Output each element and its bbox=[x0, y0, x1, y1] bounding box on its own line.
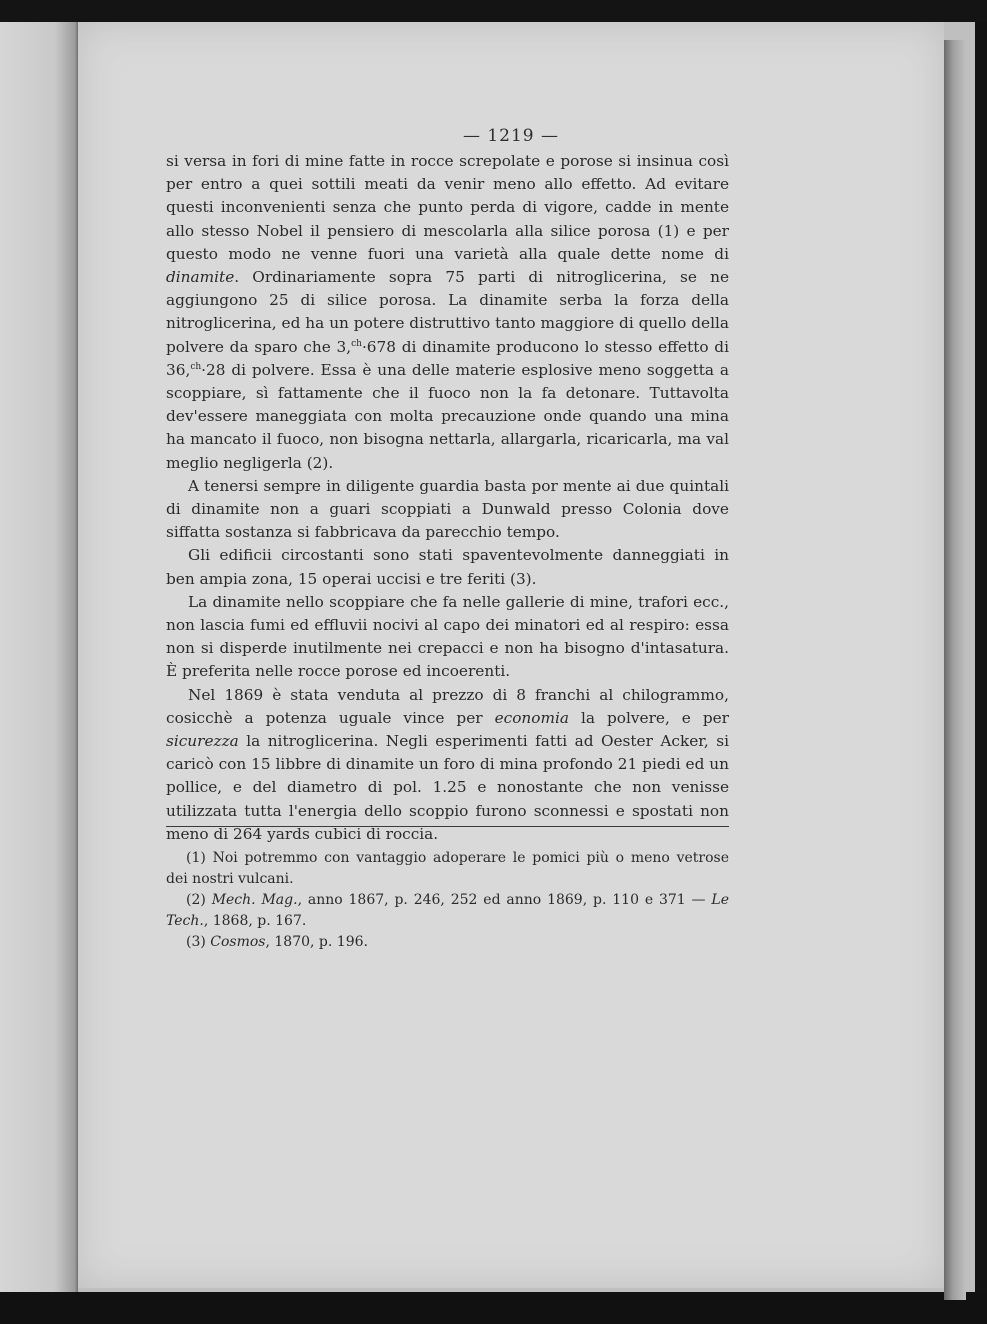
superscript-ch: ch bbox=[351, 338, 362, 349]
emphasis-sicurezza: sicurezza bbox=[166, 732, 239, 751]
superscript-ch: ch bbox=[190, 361, 202, 372]
emphasis-dinamite: dinamite bbox=[166, 268, 235, 287]
scan-bottom-border bbox=[0, 1292, 987, 1324]
page-right-edge bbox=[944, 40, 966, 1300]
footnote-1: (1) Noi potremmo con vantaggio adoperare le pomici più o meno vetrose dei nostri vulcani. bbox=[166, 850, 729, 887]
citation-title: Cosmos bbox=[210, 934, 266, 950]
paragraph-1: si versa in fori di mine fatte in rocce screpolate e porose si insinua così per entro a quei sottili meati da venir meno allo effetto. Ad evitare questi inconvenienti senza che punto perda di vigore, cadde in mente allo stesso Nobel il pensiero di mescolarla alla silice porosa (1) e per questo modo ne venne fuori una varietà alla quale dette nome di dinamite. Ordinariamente sopra 75 parti di nitroglicerina, se ne aggiungono 25 di silice porosa. La dinamite serba la forza della nitroglicerina, ed ha un potere distruttivo tanto maggiore di quello della polvere da sparo che 3,$^{ch}$·678 di dinamite producono lo stesso effetto di 36,$^{ch}$·28 di polvere. Essa è una delle materie esplosive meno soggetta a scoppiare, sì fattamente che il fuoco non la fa detonare. Tuttavolta dev'essere maneggiata con molta precauzione onde quando una mina ha mancato il fuoco, non bisogna nettarla, allargarla, ricaricarla, ma val meglio negligerla (2). bbox=[166, 152, 729, 472]
citation-title: Le Tech. bbox=[166, 892, 729, 929]
citation-title: Mech. Mag. bbox=[211, 892, 298, 908]
paragraph-4: La dinamite nello scoppiare che fa nelle gallerie di mine, trafori ecc., non lascia fumi ed effluvii nocivi al capo dei minatori ed al respiro: essa non si disperde inutilmente nei crepacci e non ha bisogno d'intasatura. È preferita nelle rocce porose ed incoerenti. bbox=[166, 592, 729, 681]
book-page bbox=[78, 22, 944, 1288]
page-number: — 1219 — bbox=[462, 126, 560, 146]
emphasis-economia: economia bbox=[494, 708, 569, 727]
book-gutter bbox=[0, 0, 78, 1310]
footnote-divider bbox=[166, 826, 729, 827]
paragraph-5: Nel 1869 è stata venduta al prezzo di 8 franchi al chilogrammo, cosicchè a potenza uguale vince per economia la polvere, e per sicurezza la nitroglicerina. Negli esperimenti fatti ad Oester Acker, si caricò con 15 libbre di dinamite un foro di mina profondo 21 piedi ed un pollice, e del diametro di pol. 1.25 e nonostante che non venisse utilizzata tutta l'energia dello scoppio furono sconnessi e spostati non meno di 264 yards cubici di roccia. bbox=[166, 685, 729, 843]
footnote-2: (2) Mech. Mag., anno 1867, p. 246, 252 ed anno 1869, p. 110 e 371 — Le Tech., 1868, p. 167. bbox=[166, 892, 729, 929]
paragraph-2: A tenersi sempre in diligente guardia basta por mente ai due quintali di dinamite non a guari scoppiati a Dunwald presso Colonia dove siffatta sostanza si fabbricava da parecchio tempo. bbox=[166, 476, 729, 542]
scan-top-border bbox=[0, 0, 987, 22]
main-text bbox=[166, 150, 729, 846]
paragraph-3: Gli edificii circostanti sono stati spaventevolmente danneggiati in ben ampia zona, 15 operai uccisi e tre feriti (3). bbox=[166, 546, 729, 588]
footnotes bbox=[166, 848, 729, 953]
footnote-3: (3) Cosmos, 1870, p. 196. bbox=[186, 934, 368, 950]
